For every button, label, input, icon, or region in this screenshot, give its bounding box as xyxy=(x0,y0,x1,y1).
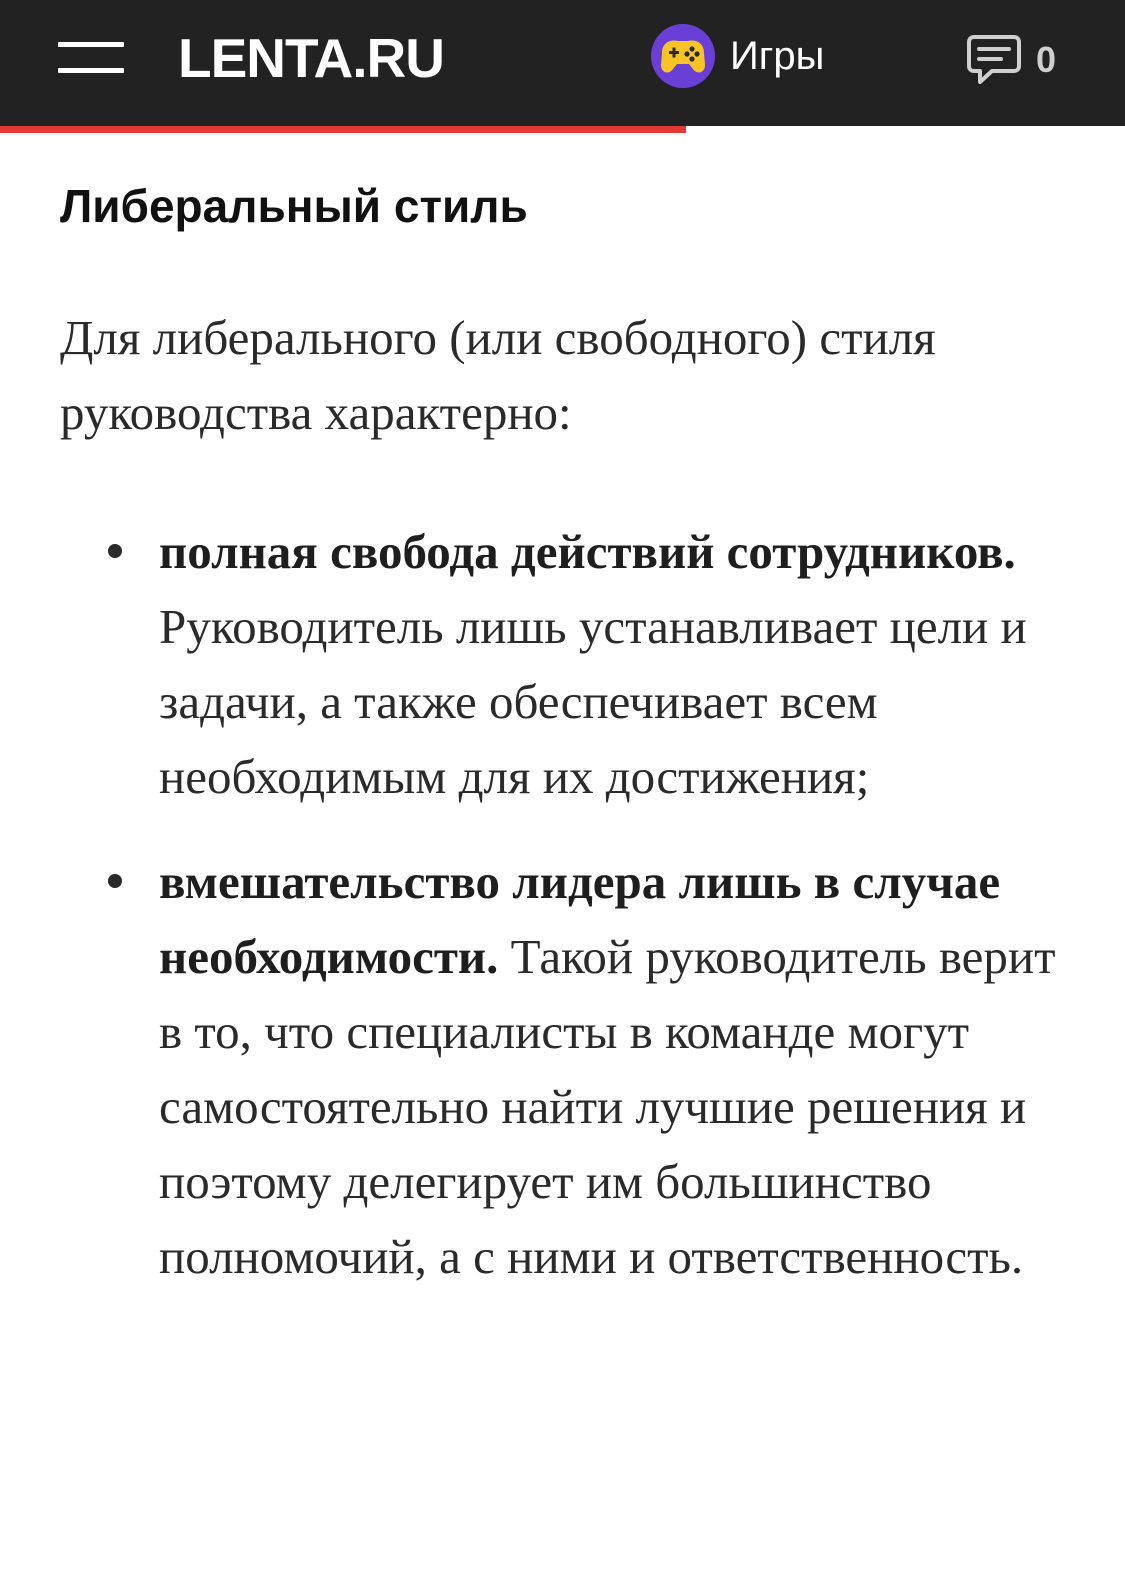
intro-paragraph: Для либерального (или свободного) стиля руководства характерно: xyxy=(60,310,936,440)
bullet-list xyxy=(60,514,1070,1294)
bullet-bold-text: полная свобода действий сотрудников. xyxy=(159,524,1016,579)
site-logo[interactable]: LENTA.RU xyxy=(178,27,444,89)
games-link[interactable] xyxy=(650,22,824,90)
comments-count: 0 xyxy=(1036,39,1057,80)
bullet-dot xyxy=(108,874,122,888)
bullet-text: Руководитель лишь устанавливает цели и задачи, а также обеспечивает всем необходимым для их достижения; xyxy=(159,599,1027,804)
list-item xyxy=(60,844,1070,1294)
comments-button[interactable] xyxy=(966,32,1056,88)
bullet-dot xyxy=(108,544,122,558)
reading-progress-bar xyxy=(0,126,1125,133)
list-item xyxy=(60,514,1070,814)
reading-progress-fill xyxy=(0,126,686,133)
top-header xyxy=(0,0,1125,126)
bullet-text: Такой руководитель верит в то, что специалисты в команде могут самостоятельно найти лучшие решения и поэтому делегирует им большинство полномочий, а с ними и ответственность. xyxy=(159,929,1056,1284)
menu-line-bottom xyxy=(58,68,124,73)
games-label: Игры xyxy=(730,33,825,78)
hamburger-menu-icon[interactable] xyxy=(58,40,124,74)
article-content xyxy=(60,170,1070,1294)
gamepad-icon xyxy=(650,23,716,89)
bullet-bold-text: вмешательство лидера лишь в случае необходимости. xyxy=(159,854,1001,984)
menu-line-top xyxy=(58,42,124,47)
section-title: Либеральный стиль xyxy=(60,180,528,232)
comment-icon xyxy=(966,33,1022,87)
